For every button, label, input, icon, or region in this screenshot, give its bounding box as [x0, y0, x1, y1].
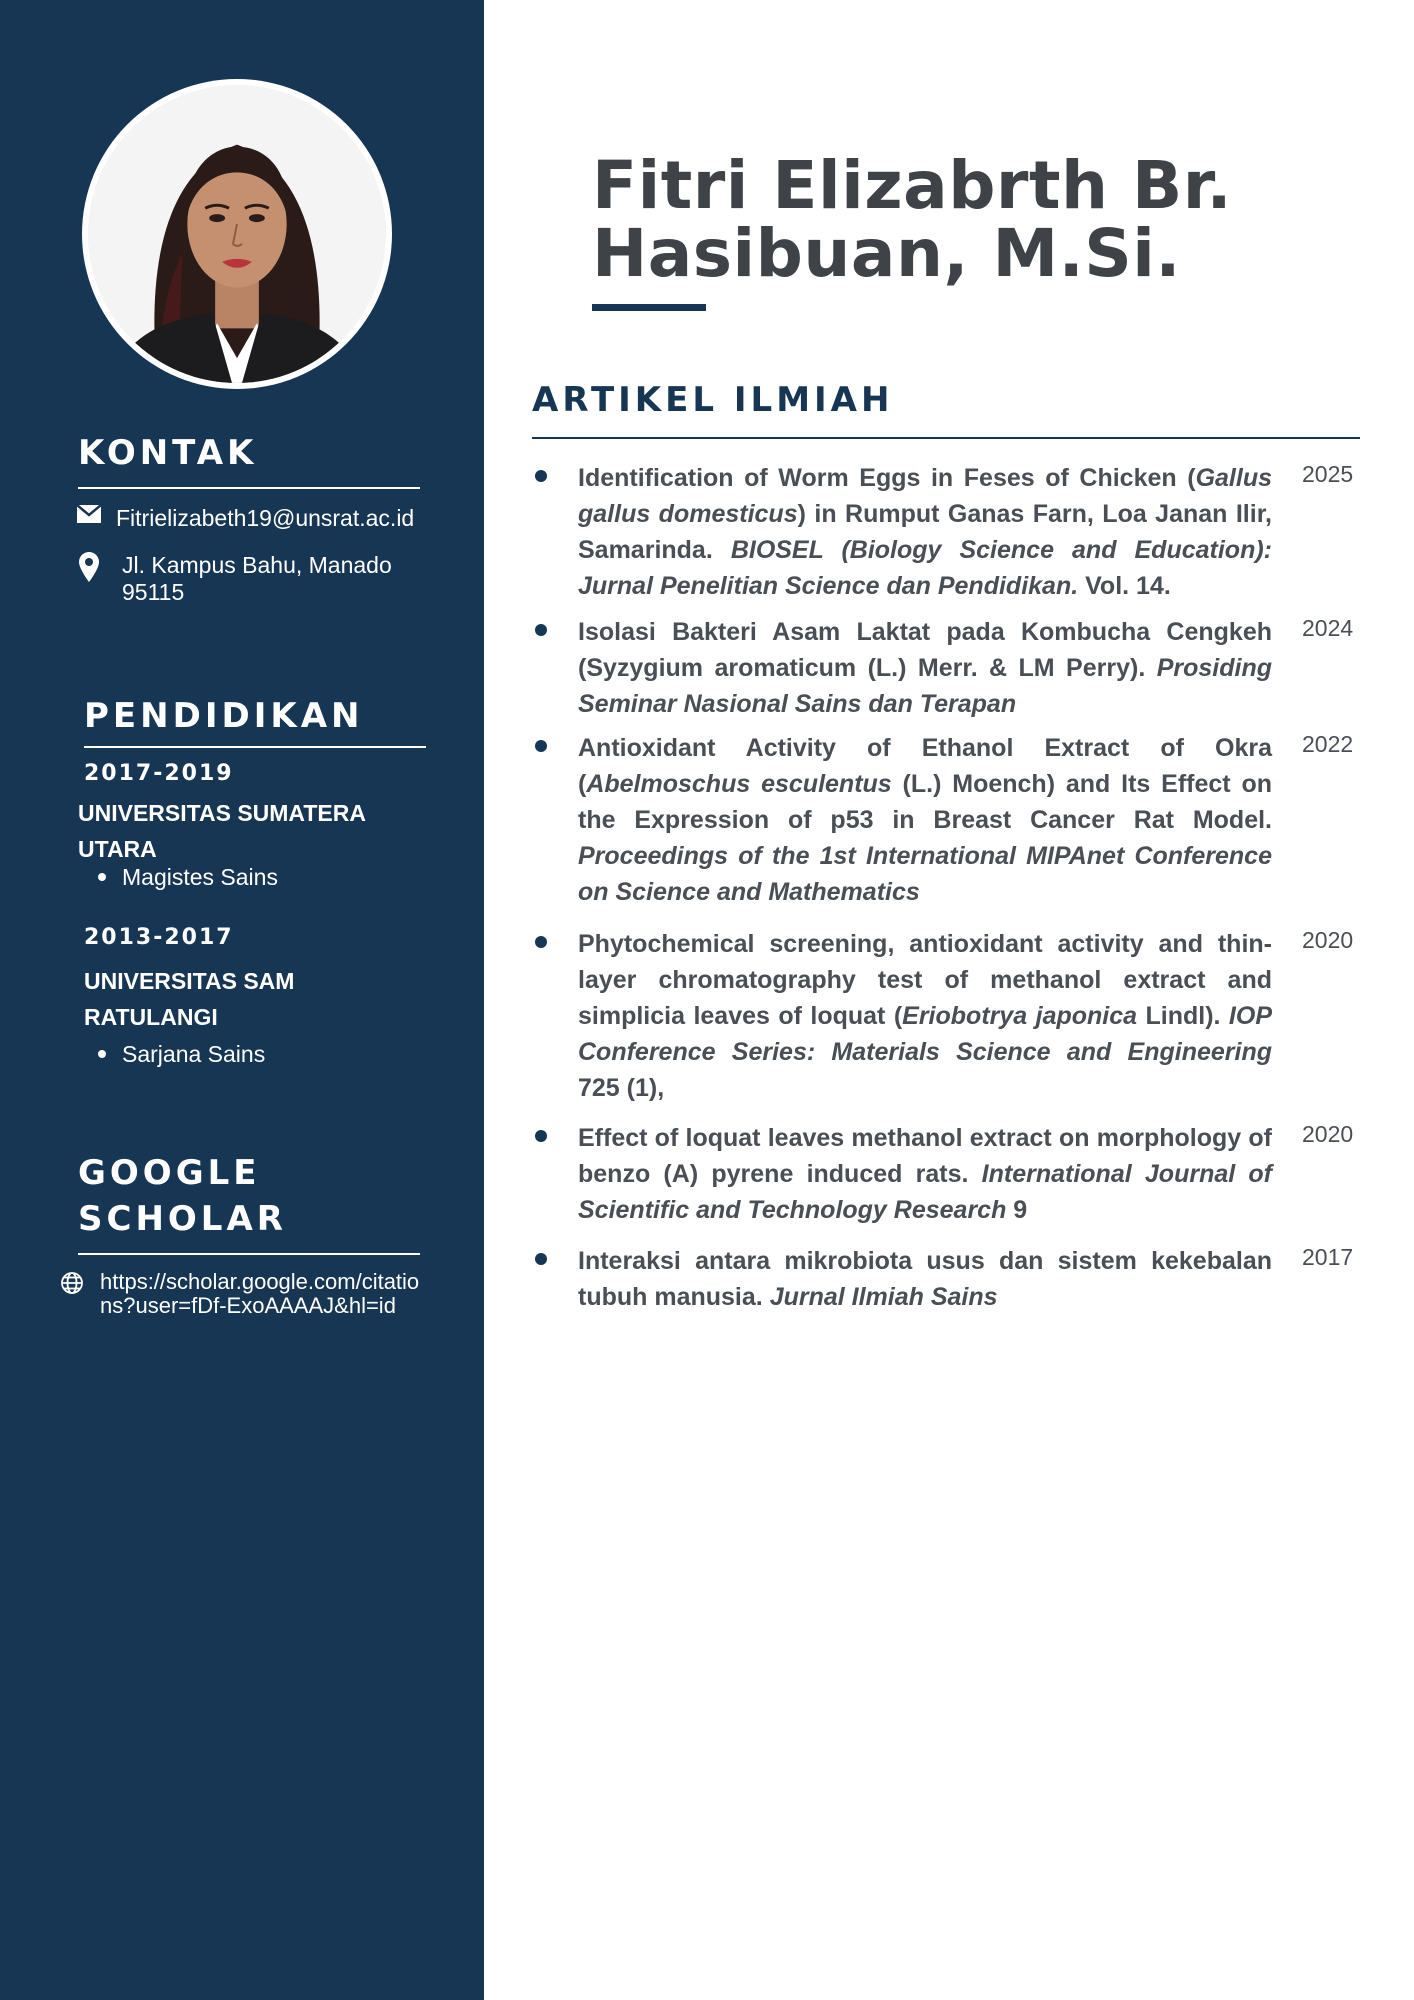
citation-italic-text: Proceedings of the 1st International MIPAnet Conference on Science and Mathematics — [578, 842, 1272, 906]
education-divider — [84, 746, 426, 748]
scholar-link-row — [60, 1270, 430, 1318]
citation-italic-text: Jurnal Ilmiah Sains — [769, 1283, 998, 1311]
citation-text: 725 (1), — [578, 1074, 665, 1102]
citation-italic-text: BIOSEL (Biology Science and Education): Jurnal Penelitian Science dan Pendidikan. — [578, 536, 1272, 600]
scholar-heading-line1: GOOGLE — [78, 1153, 261, 1193]
education-degree-label: Sarjana Sains — [122, 1041, 266, 1067]
envelope-icon — [76, 505, 102, 523]
bullet-icon — [535, 740, 547, 752]
citation-text: (L.) Moench) and Its Effect on the Expression of p53 in Breast Cancer Rat Model. — [578, 770, 1272, 834]
citation-italic-text: International Journal of Scientific and Technology Research — [578, 1160, 1273, 1224]
bullet-icon — [535, 1130, 547, 1142]
education-years: 2013-2017 — [84, 925, 234, 950]
education-years: 2017-2019 — [84, 761, 234, 786]
contact-heading: KONTAK — [78, 433, 258, 473]
article-citation — [578, 730, 1272, 910]
location-pin-icon — [76, 552, 102, 582]
articles-divider — [532, 437, 1360, 439]
bullet-icon — [535, 470, 547, 482]
bullet-icon — [535, 936, 547, 948]
citation-italic-text: IOP Conference Series: Materials Science and Engineering — [578, 1002, 1272, 1066]
name-underline — [592, 304, 706, 311]
contact-address: Jl. Kampus Bahu, Manado 95115 — [122, 552, 392, 605]
article-year: 2017 — [1302, 1244, 1354, 1270]
scholar-heading-line2: SCHOLAR — [78, 1199, 287, 1239]
profile-photo-frame — [82, 79, 392, 389]
contact-divider — [78, 487, 420, 489]
article-citation — [578, 614, 1272, 722]
article-year: 2024 — [1302, 615, 1354, 641]
articles-heading: ARTIKEL ILMIAH — [532, 380, 894, 420]
bullet-icon — [535, 1253, 547, 1265]
article-year: 2020 — [1302, 1121, 1354, 1147]
article-year: 2020 — [1302, 927, 1354, 953]
citation-text: Vol. 14. — [1078, 572, 1171, 600]
citation-italic-text: Gallus gallus domesticus — [578, 464, 1272, 528]
article-citation — [578, 926, 1272, 1106]
scholar-divider — [78, 1253, 420, 1255]
education-school: UNIVERSITAS SUMATERA UTARA — [78, 800, 366, 862]
citation-text: Interaksi antara mikrobiota usus dan sistem kekebalan tubuh manusia. — [578, 1247, 1272, 1311]
article-citation — [578, 1243, 1272, 1315]
portrait-photo-icon — [88, 85, 386, 383]
contact-email-row — [76, 505, 414, 532]
sidebar — [0, 0, 484, 2000]
profile-photo — [88, 85, 386, 383]
citation-text: Identification of Worm Eggs in Feses of Chicken ( — [578, 464, 1196, 492]
education-degree-label: Magistes Sains — [122, 864, 278, 890]
education-degree — [98, 1040, 265, 1068]
article-year: 2025 — [1302, 461, 1354, 487]
education-heading: PENDIDIKAN — [84, 696, 364, 736]
scholar-url[interactable]: https://scholar.google.com/citations?user=fDf-ExoAAAAJ&hl=id — [100, 1269, 420, 1318]
article-citation — [578, 460, 1272, 604]
article-year: 2022 — [1302, 731, 1354, 757]
globe-icon — [60, 1270, 86, 1300]
citation-text: Antioxidant Activity of Ethanol Extract of Okra ( — [578, 734, 1272, 798]
person-name: Fitri Elizabrth Br. Hasibuan, M.Si. — [592, 147, 1233, 292]
citation-italic-text: Eriobotrya japonica — [902, 1002, 1138, 1030]
citation-text: Lindl). — [1137, 1002, 1229, 1030]
citation-italic-text: Prosiding Seminar Nasional Sains dan Terapan — [578, 654, 1272, 718]
education-school: UNIVERSITAS SAM RATULANGI — [84, 968, 295, 1030]
contact-email[interactable]: Fitrielizabeth19@unsrat.ac.id — [116, 505, 415, 531]
bullet-icon — [98, 1050, 106, 1058]
education-degree — [98, 863, 278, 891]
bullet-icon — [98, 873, 106, 881]
citation-text: 9 — [1006, 1196, 1028, 1224]
citation-text: Effect of loquat leaves methanol extract on morphology of benzo (A) pyrene induced rats. — [578, 1124, 1272, 1188]
citation-italic-text: Abelmoschus esculentus — [586, 770, 892, 798]
citation-text: Isolasi Bakteri Asam Laktat pada Kombucha Cengkeh (Syzygium aromaticum (L.) Merr. & LM Perry). — [578, 618, 1272, 682]
citation-text: ) in Rumput Ganas Farn, Loa Janan Ilir, Samarinda. — [578, 500, 1272, 564]
article-citation — [578, 1120, 1272, 1228]
bullet-icon — [535, 624, 547, 636]
citation-text: Phytochemical screening, antioxidant activity and thin-layer chromatography test of methanol extract and simplicia leaves of loquat ( — [578, 930, 1272, 1030]
contact-address-row — [76, 552, 392, 606]
